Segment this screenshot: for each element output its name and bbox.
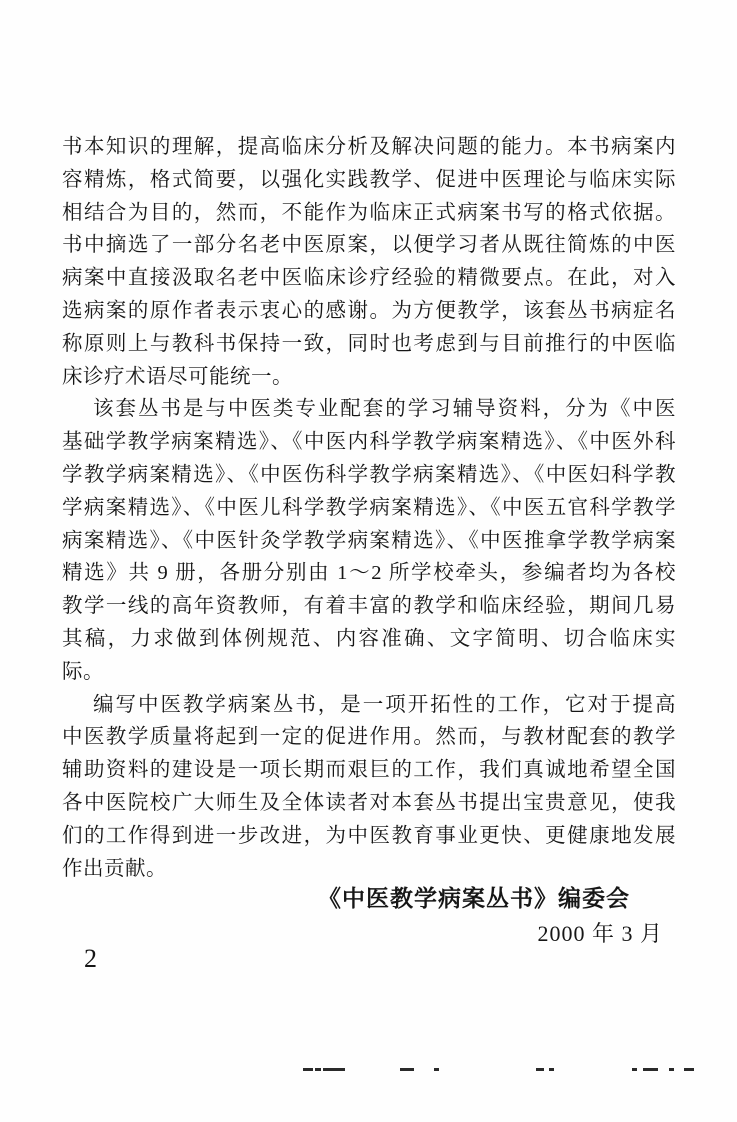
text-line: 辅助资料的建设是一项长期而艰巨的工作，我们真诚地希望全国 — [62, 759, 676, 782]
text-line: 该套丛书是与中医类专业配套的学习辅导资料，分为《中医 — [93, 398, 676, 421]
scan-artifact-dash — [303, 1068, 313, 1071]
scan-artifact-dash — [684, 1068, 694, 1071]
scan-artifact-dash — [643, 1068, 658, 1071]
text-line: 病案中直接汲取名老中医临床诊疗经验的精微要点。在此，对入 — [62, 267, 676, 290]
text-line: 各中医院校广大师生及全体读者对本套丛书提出宝贵意见，使我 — [62, 791, 676, 814]
text-line: 基础学教学病案精选》、《中医内科学教学病案精选》、《中医外科 — [62, 431, 676, 454]
text-line: 学教学病案精选》、《中医伤科学教学病案精选》、《中医妇科学教 — [62, 463, 676, 486]
scan-artifact-dash — [632, 1068, 637, 1071]
text-line: 中医教学质量将起到一定的促进作用。然而，与教材配套的教学 — [62, 726, 676, 749]
scan-artifact-dash — [400, 1068, 414, 1071]
scan-artifact-dash — [549, 1068, 554, 1071]
text-line: 书本知识的理解，提高临床分析及解决问题的能力。本书病案内 — [62, 136, 676, 158]
scan-artifact-dash — [434, 1068, 439, 1071]
scan-artifact-dash — [536, 1068, 544, 1071]
text-line: 学病案精选》、《中医儿科学教学病案精选》、《中医五官科学教学 — [62, 496, 676, 519]
text-line: 选病案的原作者表示衷心的感谢。为方便教学，该套丛书病症名 — [62, 299, 676, 322]
text-line: 们的工作得到进一步改进，为中医教育事业更快、更健康地发展 — [62, 824, 676, 847]
text-line: 教学一线的高年资教师，有着丰富的教学和临床经验，期间几易 — [62, 595, 676, 618]
text-line: 际。 — [62, 660, 104, 683]
text-line: 其稿，力求做到体例规范、内容准确、文字简明、切合临床实 — [62, 627, 676, 650]
scan-artifact-dash — [323, 1068, 345, 1071]
page-number: 2 — [84, 944, 97, 973]
text-line: 称原则上与教科书保持一致，同时也考虑到与目前推行的中医临 — [62, 332, 676, 355]
date-line: 2000 年 3 月 — [537, 921, 663, 946]
text-line: 作出贡献。 — [62, 857, 167, 880]
text-line: 编写中医教学病案丛书，是一项开拓性的工作，它对于提高 — [93, 693, 676, 716]
text-line: 精选》共 9 册，各册分别由 1～2 所学校牵头，参编者均为各校 — [62, 562, 676, 585]
text-line: 病案精选》、《中医针灸学教学病案精选》、《中医推拿学教学病案 — [62, 529, 676, 552]
scan-artifact-dash — [315, 1068, 321, 1071]
signature-line: 《中医教学病案丛书》编委会 — [318, 886, 630, 912]
preface-body — [62, 131, 676, 885]
text-line: 书中摘选了一部分名老中医原案，以便学习者从既往简炼的中医 — [62, 234, 676, 257]
text-line: 床诊疗术语尽可能统一。 — [62, 365, 293, 388]
scan-artifact-dash — [669, 1068, 674, 1071]
text-line: 相结合为目的，然而，不能作为临床正式病案书写的格式依据。 — [62, 201, 676, 224]
text-line: 容精炼，格式简要，以强化实践教学、促进中医理论与临床实际 — [62, 168, 676, 191]
